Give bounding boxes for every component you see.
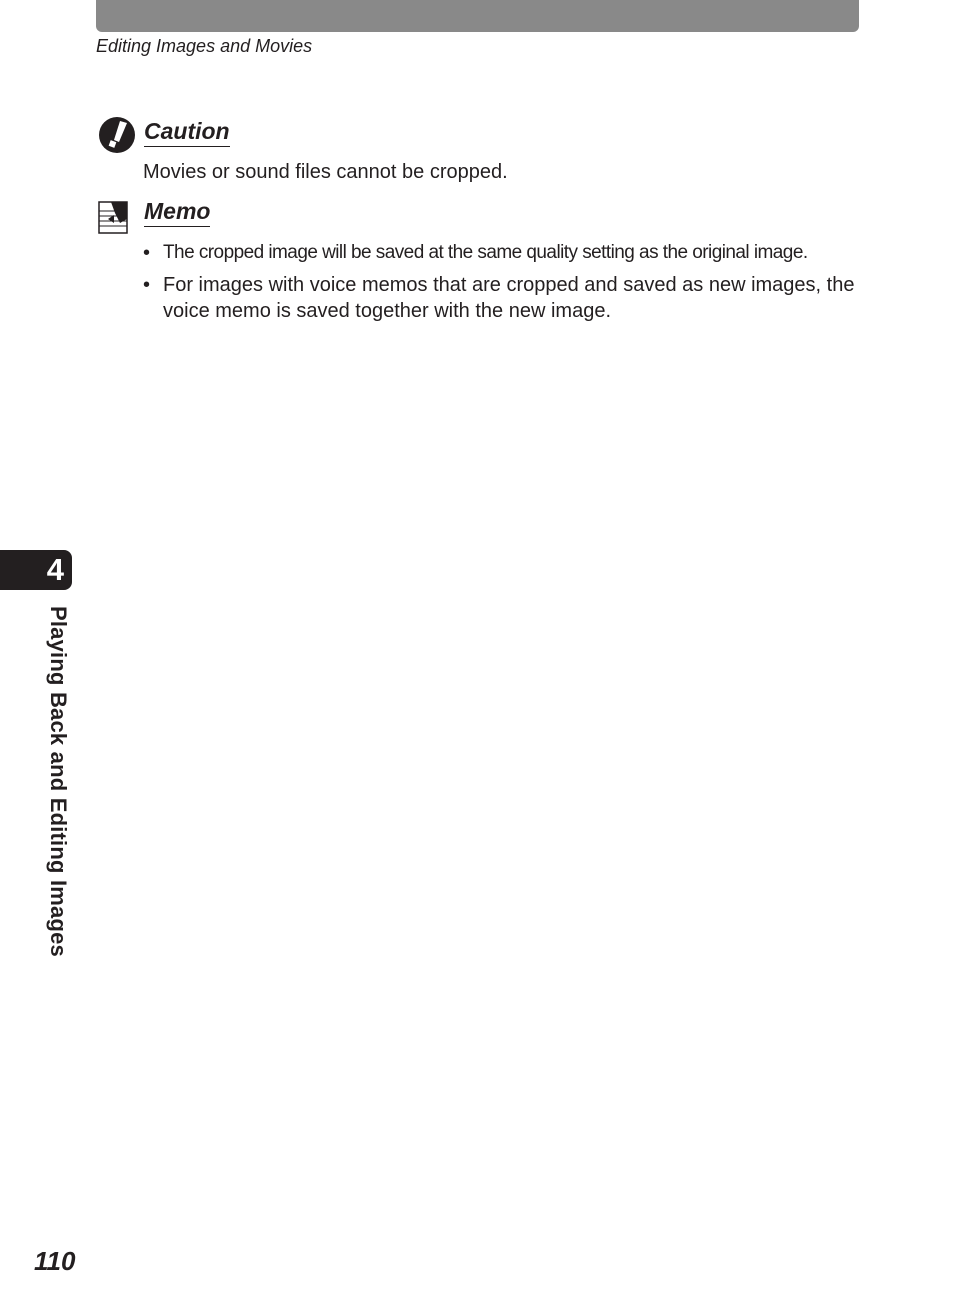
memo-notepad-icon [98, 200, 130, 234]
chapter-title: Playing Back and Editing Images [46, 606, 71, 957]
bullet-icon: • [143, 242, 150, 264]
caution-text: Movies or sound files cannot be cropped. [143, 161, 508, 183]
list-item [143, 272, 863, 324]
header-bar [96, 0, 859, 32]
bullet-icon: • [143, 274, 151, 296]
chapter-number: 4 [46, 552, 64, 587]
chapter-tab [0, 550, 72, 590]
memo-title: Memo [144, 197, 210, 227]
caution-exclamation-icon [98, 116, 136, 154]
caution-title: Caution [144, 117, 230, 147]
memo-list [143, 240, 863, 330]
list-item-text: The cropped image will be saved at the same quality setting as the original image. [163, 242, 808, 263]
list-item [143, 240, 863, 266]
page-number: 110 [34, 1246, 76, 1276]
section-header: Editing Images and Movies [96, 36, 313, 56]
list-item-text: For images with voice memos that are cropped and saved as new images, the voice memo is saved together with the new image. [163, 274, 855, 322]
